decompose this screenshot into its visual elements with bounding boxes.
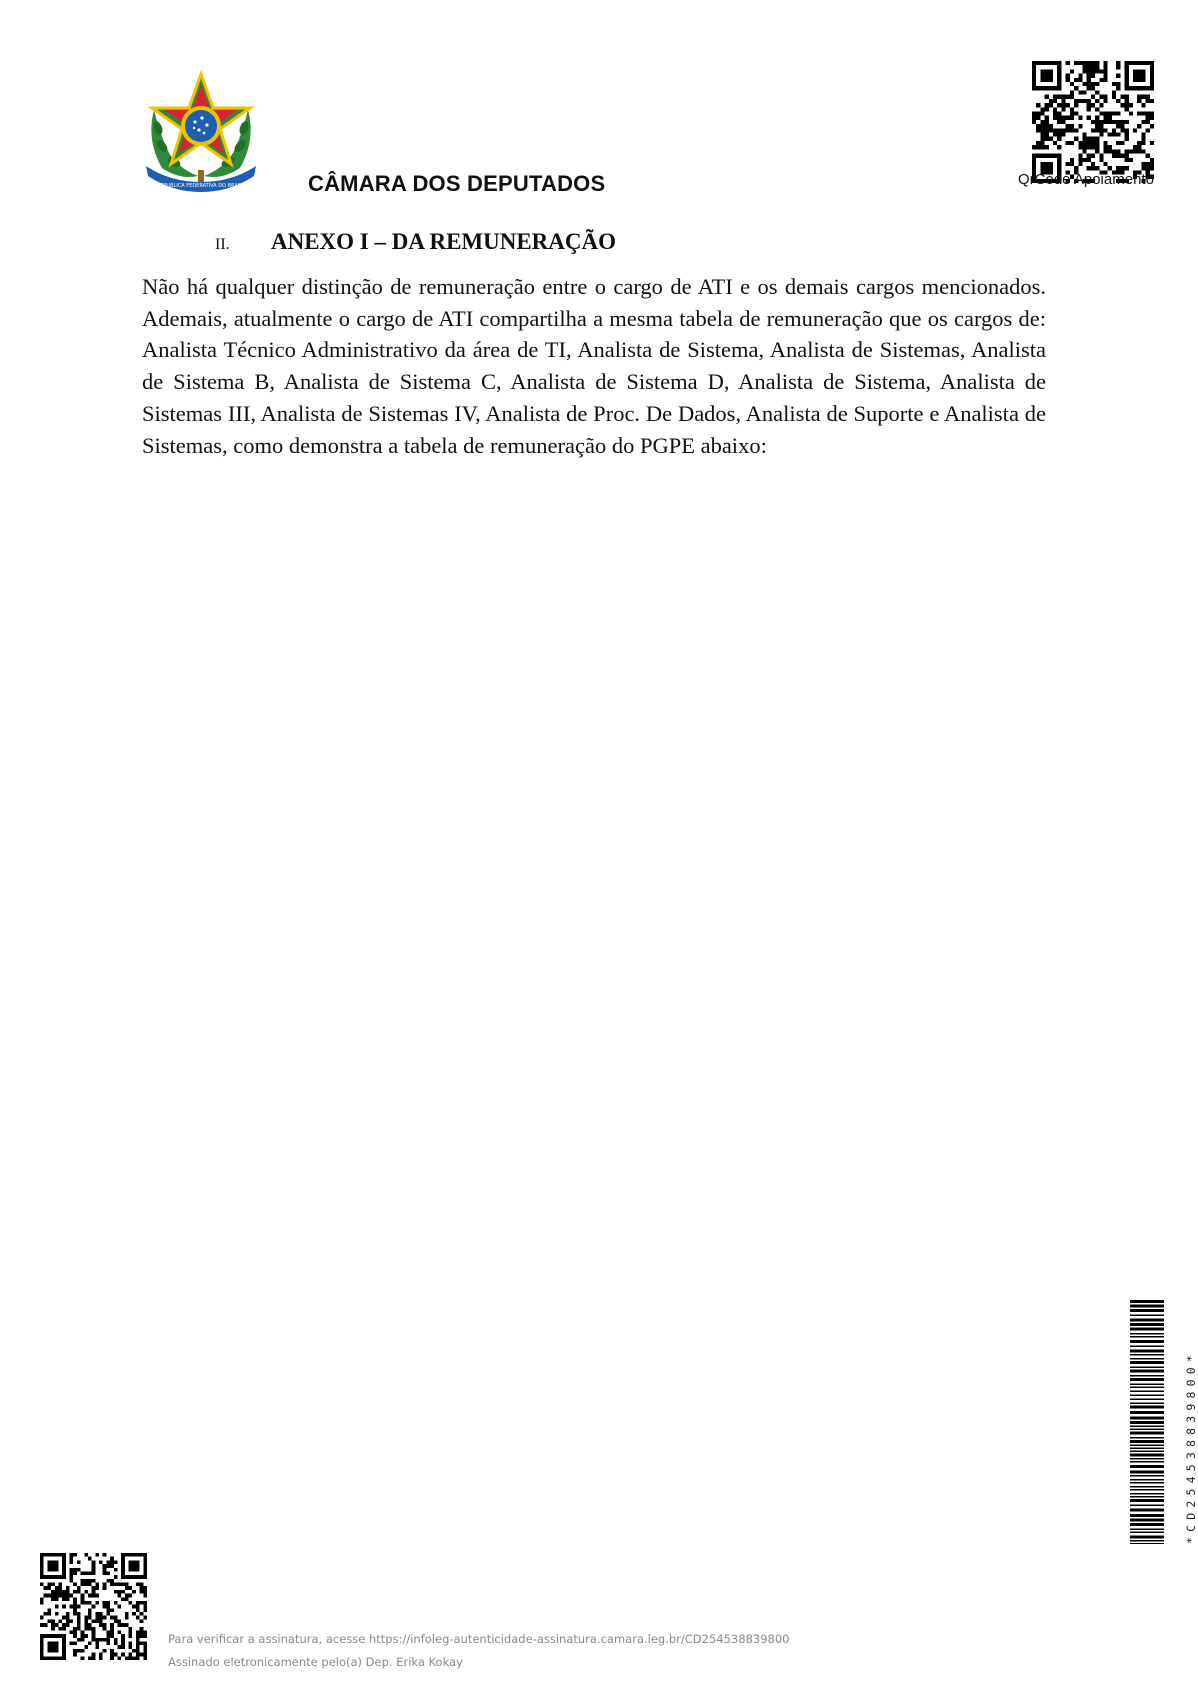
- qr-code-verification-icon[interactable]: [40, 1553, 147, 1660]
- barcode-block: [1130, 1300, 1198, 1544]
- qr-caption: QrCode Apoiamento: [1018, 171, 1154, 188]
- signed-by-text: Assinado eletronicamente pelo(a) Dep. Erika Kokay: [168, 1655, 463, 1669]
- barcode-text: *CD254538839800*: [1184, 1350, 1198, 1544]
- signature-footer: [168, 1628, 789, 1674]
- brazil-coat-of-arms-icon: [140, 70, 262, 196]
- qr-code-apoiamento-icon[interactable]: [1032, 61, 1154, 183]
- verify-signature-link[interactable]: Para verificar a assinatura, acesse https://infoleg-autenticidade-assinatura.camara.leg.br/CD254538839800: [168, 1632, 790, 1646]
- svg-text:REPUBLICA FEDERATIVA DO BRASIL: REPUBLICA FEDERATIVA DO BRASIL: [156, 183, 246, 189]
- section-number: II.: [215, 236, 230, 253]
- organization-title: CÂMARA DOS DEPUTADOS: [308, 171, 606, 196]
- section-title: ANEXO I – DA REMUNERAÇÃO: [271, 229, 617, 254]
- body-paragraph: Não há qualquer distinção de remuneração entre o cargo de ATI e os demais cargos mencionados. Ademais, atualmente o cargo de ATI compartilha a mesma tabela de remuneração que os cargos de: Analista Técnico Administrativo da área de TI, Analista de Sistema, Analista de Sistemas, Analista de Sistema B, Analista de Sistema C, Analista de Sistema D, Analista de Sistema, Analista de Sistemas III, Analista de Sistemas IV, Analista de Proc. De Dados, Analista de Suporte e Analista de Sistemas, como demonstra a tabela de remuneração do PGPE abaixo:: [142, 274, 1046, 458]
- section-heading: [215, 229, 616, 255]
- barcode-icon: [1130, 1300, 1164, 1544]
